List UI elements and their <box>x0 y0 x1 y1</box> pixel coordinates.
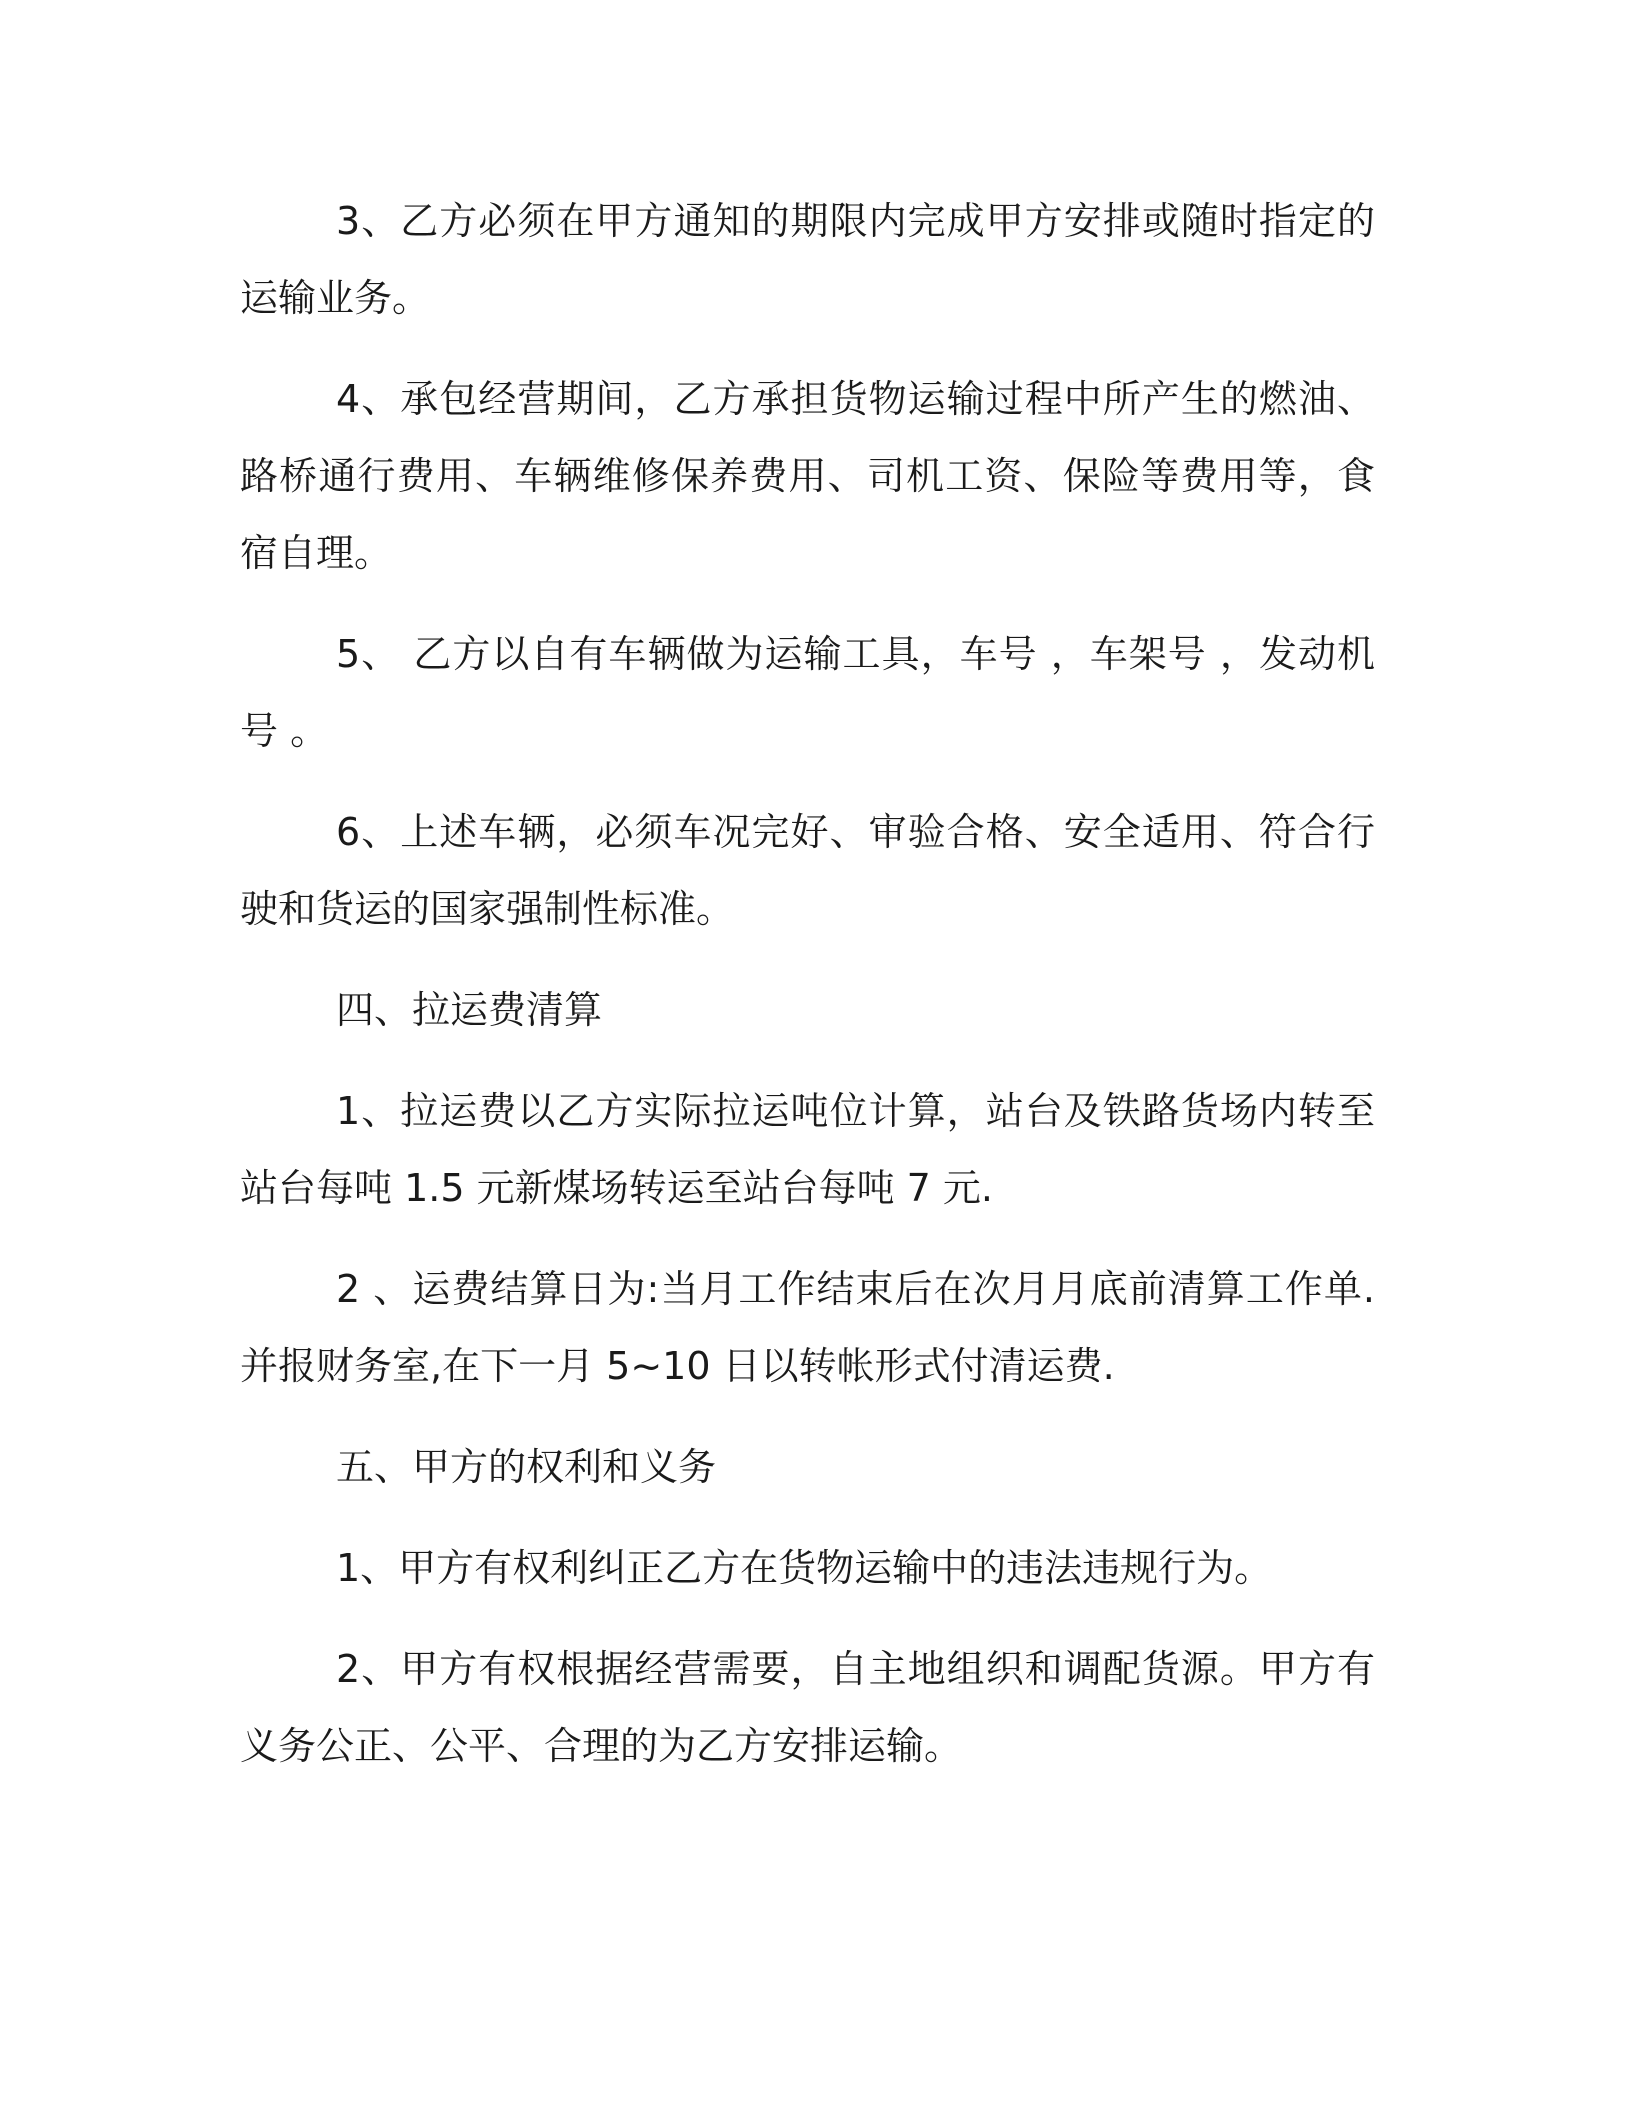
document-body <box>240 183 1375 1809</box>
party-a-clause-1: 1、甲方有权利纠正乙方在货物运输中的违法违规行为。 <box>336 1546 1273 1590</box>
section-heading-5: 五、甲方的权利和义务 <box>336 1445 717 1489</box>
clause-5: 5、 乙方以自有车辆做为运输工具，车号 ，车架号 ，发动机号 。 <box>240 632 1375 753</box>
section-heading-4: 四、拉运费清算 <box>336 988 603 1032</box>
party-a-clause-2: 2、甲方有权根据经营需要，自主地组织和调配货源。甲方有义务公正、公平、合理的为乙方安排运输。 <box>240 1647 1375 1768</box>
freight-clause-1: 1、拉运费以乙方实际拉运吨位计算，站台及铁路货场内转至站台每吨 1.5 元新煤场转运至站台每吨 7 元. <box>240 1089 1375 1210</box>
clause-4: 4、承包经营期间，乙方承担货物运输过程中所产生的燃油、路桥通行费用、车辆维修保养费用、司机工资、保险等费用等，食宿自理。 <box>240 377 1375 575</box>
clause-3: 3、乙方必须在甲方通知的期限内完成甲方安排或随时指定的运输业务。 <box>240 199 1375 320</box>
freight-clause-2: 2 、运费结算日为:当月工作结束后在次月月底前清算工作单.并报财务室,在下一月 5~10 日以转帐形式付清运费. <box>240 1267 1375 1388</box>
clause-6: 6、上述车辆，必须车况完好、审验合格、安全适用、符合行驶和货运的国家强制性标准。 <box>240 810 1375 931</box>
